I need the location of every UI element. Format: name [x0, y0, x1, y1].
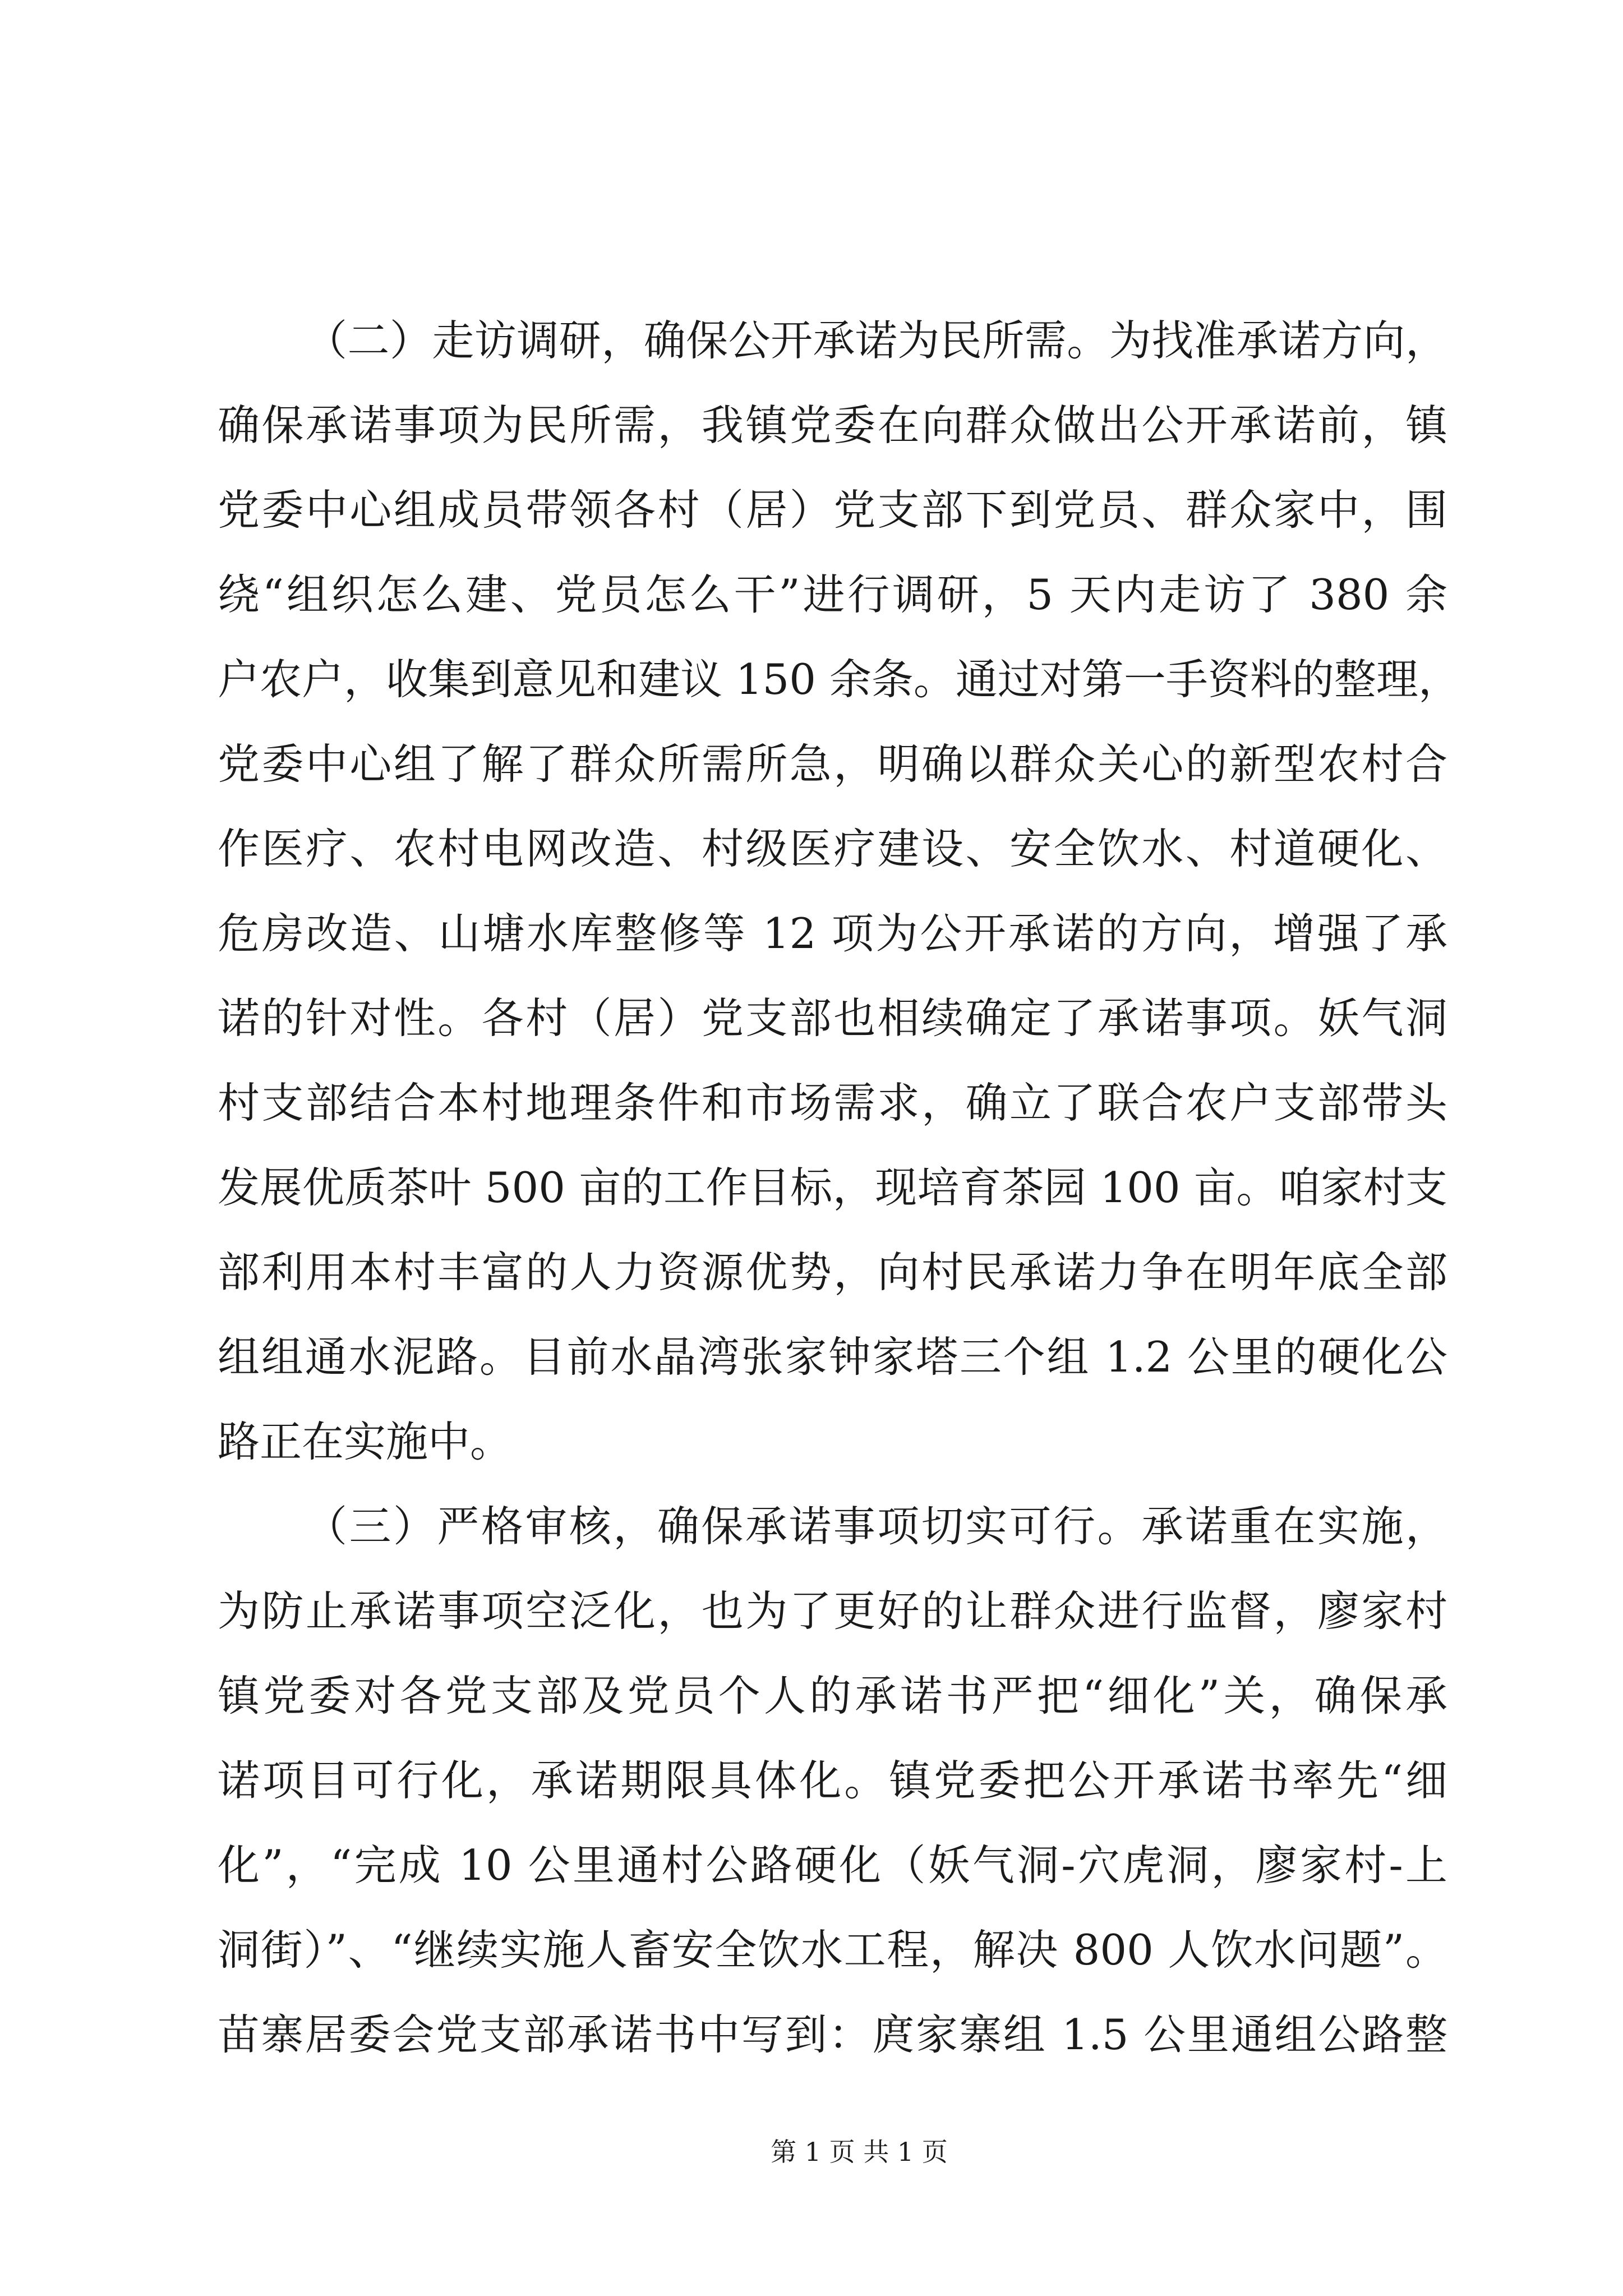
paragraph-line: 党委中心组成员带领各村（居）党支部下到党员、群众家中，围	[218, 485, 1447, 535]
page-footer	[0, 2135, 1623, 2169]
paragraph-line: 镇党委对各党支部及党员个人的承诺书严把“细化”关，确保承	[218, 1671, 1447, 1720]
paragraph-line: 诺的针对性。各村（居）党支部也相续确定了承诺事项。妖气洞	[218, 993, 1447, 1043]
paragraph-line: （三）严格审核，确保承诺事项切实可行。承诺重在实施，	[305, 1502, 1447, 1551]
paragraph-line: 村支部结合本村地理条件和市场需求，确立了联合农户支部带头	[218, 1078, 1447, 1128]
paragraph-line: （二）走访调研，确保公开承诺为民所需。为找准承诺方向，	[305, 316, 1447, 365]
paragraph-3	[218, 1484, 1447, 2077]
paragraph-line: 户农户，收集到意见和建议 150 余条。通过对第一手资料的整理，	[218, 655, 1460, 704]
paragraph-line: 路正在实施中。	[218, 1417, 513, 1466]
paragraph-line: 苗寨居委会党支部承诺书中写到：庹家寨组 1.5 公里通组公路整	[218, 2010, 1447, 2059]
paragraph-2	[218, 298, 1460, 1484]
paragraph-line: 化”，“完成 10 公里通村公路硬化（妖气洞-穴虎洞，廖家村-上	[218, 1841, 1447, 1890]
paragraph-line: 作医疗、农村电网改造、村级医疗建设、安全饮水、村道硬化、	[218, 824, 1447, 873]
paragraph-line: 部利用本村丰富的人力资源优势，向村民承诺力争在明年底全部	[218, 1248, 1447, 1297]
paragraph-line: 确保承诺事项为民所需，我镇党委在向群众做出公开承诺前，镇	[218, 401, 1447, 450]
paragraph-line: 发展优质茶叶 500 亩的工作目标，现培育茶园 100 亩。咱家村支	[218, 1163, 1447, 1212]
paragraph-line: 党委中心组了解了群众所需所急，明确以群众关心的新型农村合	[218, 739, 1447, 789]
paragraph-line: 洞街）”、“继续实施人畜安全饮水工程，解决 800 人饮水问题”。	[218, 1925, 1447, 1975]
paragraph-line: 危房改造、山塘水库整修等 12 项为公开承诺的方向，增强了承	[218, 909, 1447, 958]
paragraph-line: 组组通水泥路。目前水晶湾张家钟家塔三个组 1.2 公里的硬化公	[218, 1332, 1447, 1382]
paragraph-line: 绕“组织怎么建、党员怎么干”进行调研，5 天内走访了 380 余	[218, 570, 1447, 619]
document-body	[218, 298, 1460, 2077]
paragraph-line: 诺项目可行化，承诺期限具体化。镇党委把公开承诺书率先“细	[218, 1756, 1447, 1805]
page-number-label: 第 1 页 共 1 页	[771, 2137, 948, 2167]
paragraph-line: 为防止承诺事项空泛化，也为了更好的让群众进行监督，廖家村	[218, 1586, 1447, 1636]
